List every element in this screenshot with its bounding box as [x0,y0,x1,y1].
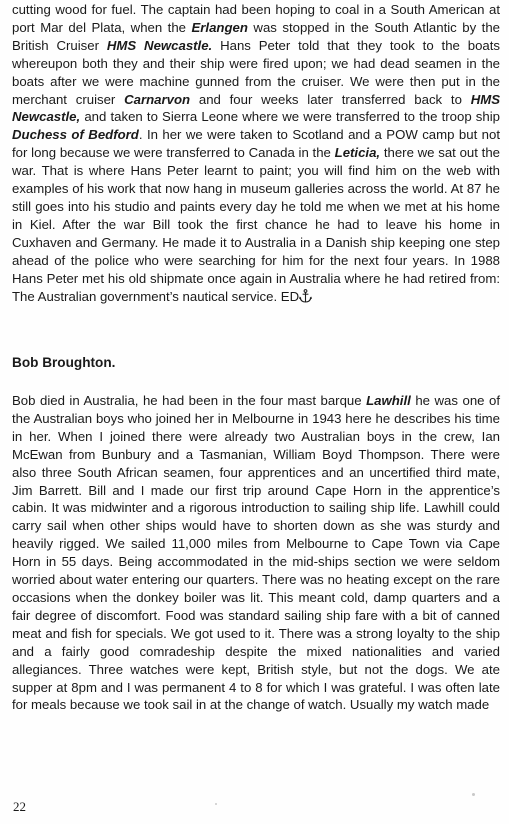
text-run: and taken to Sierra Leone where we were transferred to the troop ship [80,109,500,125]
paragraph-bob-broughton-story [12,392,500,714]
page-number: 22 [13,799,26,814]
ship-name-hms-newcastle: HMS Newcastle. [106,37,213,53]
text-run: cutting wood for fuel. The captain had been hoping to coal in a South American at port Mar del Plata, when the [12,2,500,35]
ship-name-leticia: Leticia, [334,145,381,161]
section-heading: Bob Broughton. [12,355,116,370]
ship-name-hms-newcastle-2: HMS Newcastle, [12,91,500,125]
paper-speck [215,803,217,805]
text-run: . In her we were taken to Scotland and a POW camp but not for long because we were transferred to Canada in the [12,127,501,161]
editor-signoff: ED [280,288,300,304]
ship-name-lawhill: Lawhill [366,393,411,408]
ship-name-duchess-of-bedford: Duchess of Bedford [12,127,139,143]
ship-name-carnarvon: Carnarvon [124,91,191,107]
text-run: he was one of the Australian boys who joined her in Melbourne in 1943 here he describes his time in her. When I joined there were already two Australian boys in the crew, Ian McEwan from Bunbury and a Tasmanian, William Boyd Thompson. There were also three South African seamen, four apprentices and an uncertified third mate, Jim Barrett. Bill and I made our first trip around Cape Horn in the apprentice’s cabin. It was midwinter and a rigorous introduction to sailing ship life. Lawhill could carry sail when other ships would have to shorten down as she was sturdy and heavily rigged. We sailed 11,000 miles from Melbourne to Cape Town via Cape Horn in 55 days. Being accommodated in the mid-ships section we were seldom worried about water entering our quarters. There was no heating except on the rare occasions when the donkey boiler was lit. This meant cold, damp quarters and a fair degree of discomfort. Food was standard sailing ship fare with a bit of canned meat and fish for specials. We got used to it. There was a strong loyalty to the ship and a fairly good comradeship despite the mixed nationalities and varied allegiances. Three watches were kept, British style, but not the dogs. We ate supper at 8pm and I was permanent 4 to 8 for which I was grateful. I was often late for meals because we took sail in at the change of watch. Usually my watch made [12,393,501,713]
text-run: Hans Peter told that they took to the boats whereupon both they and their ship were fired upon; we had dead seamen in the boats after we were machine gunned from the cruiser. We were then put in the merchant cruiser [12,37,500,107]
ship-name-erlangen: Erlangen [191,19,248,35]
text-run: Bob died in Australia, he had been in the four mast barque [12,393,367,408]
paragraph-hans-peter-story [12,1,500,305]
text-run: was stopped in the South Atlantic by the British Cruiser [12,19,500,53]
paper-speck [472,793,475,796]
anchor-icon [299,289,312,303]
text-run: there we sat out the war. That is where Hans Peter learnt to paint; you will find him on the web with examples of his work that now hang in museum galleries across the world. At 87 he still goes into his studio and paints every day he told me when we met at his home in Kiel. After the war Bill took the first chance he had to leave his home in Cuxhaven and Germany. He made it to Australia in a Danish ship keeping one step ahead of the police who were searching for him for the next four years. In 1988 Hans Peter met his old shipmate once again in Australia where he had retired from: The Australian government’s nautical service. [12,145,500,304]
text-run: and four weeks later transferred back to [190,91,471,107]
